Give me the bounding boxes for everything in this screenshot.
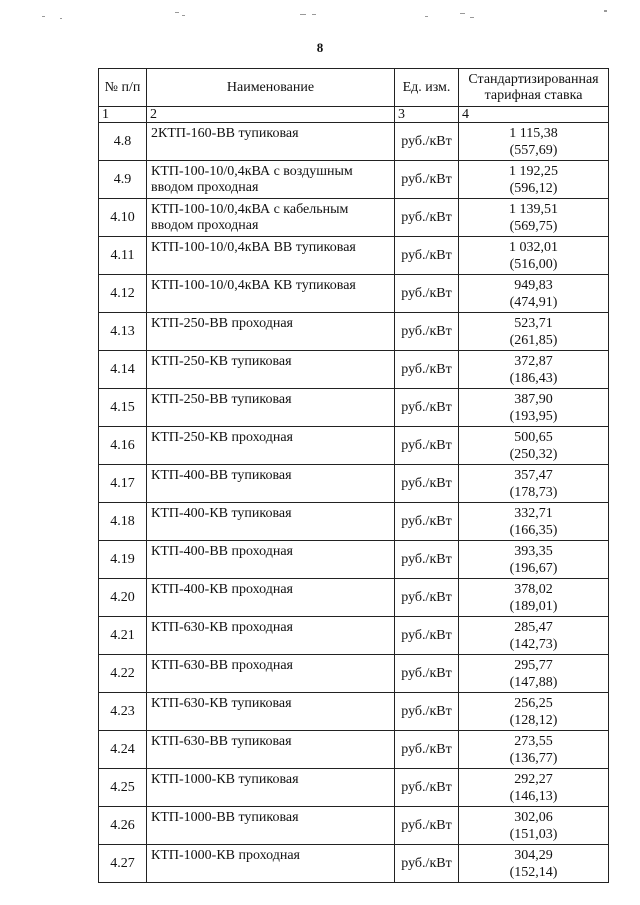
row-unit: руб./кВт [395,731,459,769]
row-rate-paren: (516,00) [509,256,558,272]
row-unit: руб./кВт [395,389,459,427]
row-rate-cell [459,655,609,693]
row-name: КТП-100-10/0,4кВА ВВ тупиковая [147,237,395,275]
table-row [99,655,609,693]
row-number: 4.18 [99,503,147,541]
table-body [99,123,609,883]
table-row [99,427,609,465]
table-row [99,503,609,541]
row-rate-paren: (128,12) [509,712,558,728]
row-rate-cell [459,351,609,389]
row-rate: 292,27 [514,771,553,787]
row-rate-cell [459,313,609,351]
row-rate-cell [459,617,609,655]
table-row [99,693,609,731]
row-rate: 304,29 [514,847,553,863]
row-name: КТП-1000-КВ проходная [147,845,395,883]
header-name: Наименование [147,69,395,107]
page-number: 8 [316,40,324,55]
table-row [99,541,609,579]
row-unit: руб./кВт [395,503,459,541]
row-rate: 285,47 [514,619,553,635]
column-number: 2 [147,107,395,123]
row-rate-paren: (193,95) [509,408,558,424]
column-number-row [99,107,609,123]
row-number: 4.12 [99,275,147,313]
row-number: 4.20 [99,579,147,617]
row-rate-paren: (474,91) [509,294,558,310]
row-name: КТП-250-КВ проходная [147,427,395,465]
row-unit: руб./кВт [395,617,459,655]
row-rate-cell [459,389,609,427]
row-number: 4.10 [99,199,147,237]
header-unit: Ед. изм. [395,69,459,107]
scan-artifacts [0,6,640,26]
header-rate: Стандартизированная тарифная ставка [459,69,609,107]
row-rate-cell [459,275,609,313]
row-name: КТП-400-КВ тупиковая [147,503,395,541]
row-name: КТП-630-ВВ тупиковая [147,731,395,769]
row-name: КТП-1000-КВ тупиковая [147,769,395,807]
row-unit: руб./кВт [395,541,459,579]
row-number: 4.23 [99,693,147,731]
column-number: 4 [459,107,609,123]
row-number: 4.25 [99,769,147,807]
row-rate-cell [459,427,609,465]
row-rate-paren: (186,43) [509,370,558,386]
tariff-table [98,68,609,883]
row-rate-cell [459,541,609,579]
row-number: 4.26 [99,807,147,845]
row-rate-cell [459,465,609,503]
row-number: 4.21 [99,617,147,655]
row-name: КТП-630-КВ проходная [147,617,395,655]
table-header-row [99,69,609,107]
table-row [99,313,609,351]
row-name: КТП-400-ВВ проходная [147,541,395,579]
table-row [99,275,609,313]
row-unit: руб./кВт [395,199,459,237]
row-rate: 1 115,38 [509,125,558,141]
row-unit: руб./кВт [395,769,459,807]
table-row [99,389,609,427]
row-number: 4.17 [99,465,147,503]
row-rate: 1 032,01 [509,239,558,255]
row-rate-cell [459,199,609,237]
row-number: 4.16 [99,427,147,465]
row-number: 4.13 [99,313,147,351]
row-rate: 1 192,25 [509,163,558,179]
row-rate: 387,90 [514,391,553,407]
row-name: КТП-100-10/0,4кВА с кабельным вводом проходная [147,199,395,237]
row-number: 4.11 [99,237,147,275]
row-number: 4.9 [99,161,147,199]
row-number: 4.15 [99,389,147,427]
table-row [99,845,609,883]
row-unit: руб./кВт [395,351,459,389]
row-rate-cell [459,731,609,769]
column-number: 3 [395,107,459,123]
row-rate-cell [459,769,609,807]
table-row [99,807,609,845]
row-rate-cell [459,161,609,199]
row-name: КТП-100-10/0,4кВА КВ тупиковая [147,275,395,313]
row-rate-paren: (189,01) [509,598,558,614]
row-rate-paren: (569,75) [509,218,558,234]
row-rate-paren: (557,69) [509,142,558,158]
row-rate: 500,65 [514,429,553,445]
row-rate-paren: (261,85) [509,332,558,348]
row-rate-paren: (596,12) [509,180,558,196]
row-rate-cell [459,123,609,161]
row-number: 4.19 [99,541,147,579]
row-name: КТП-250-ВВ проходная [147,313,395,351]
table-row [99,617,609,655]
row-rate: 393,35 [514,543,553,559]
row-unit: руб./кВт [395,693,459,731]
row-name: КТП-250-ВВ тупиковая [147,389,395,427]
row-unit: руб./кВт [395,161,459,199]
row-unit: руб./кВт [395,237,459,275]
row-rate-paren: (151,03) [509,826,558,842]
row-unit: руб./кВт [395,427,459,465]
row-rate-cell [459,503,609,541]
row-number: 4.14 [99,351,147,389]
table-row [99,199,609,237]
row-rate-paren: (152,14) [509,864,558,880]
row-number: 4.27 [99,845,147,883]
row-rate: 295,77 [514,657,553,673]
table-row [99,465,609,503]
row-unit: руб./кВт [395,579,459,617]
row-rate-cell [459,237,609,275]
table-row [99,351,609,389]
row-name: КТП-100-10/0,4кВА с воздушным вводом проходная [147,161,395,199]
row-rate-paren: (146,13) [509,788,558,804]
row-name: КТП-400-ВВ тупиковая [147,465,395,503]
row-rate: 372,87 [514,353,553,369]
table-row [99,123,609,161]
row-name: КТП-400-КВ проходная [147,579,395,617]
row-rate-paren: (136,77) [509,750,558,766]
row-rate: 949,83 [514,277,553,293]
row-rate-paren: (147,88) [509,674,558,690]
row-number: 4.8 [99,123,147,161]
column-number: 1 [99,107,147,123]
row-rate-paren: (178,73) [509,484,558,500]
row-unit: руб./кВт [395,275,459,313]
row-name: КТП-250-КВ тупиковая [147,351,395,389]
row-name: КТП-630-ВВ проходная [147,655,395,693]
row-unit: руб./кВт [395,655,459,693]
row-rate: 523,71 [514,315,553,331]
row-unit: руб./кВт [395,313,459,351]
table-row [99,769,609,807]
row-unit: руб./кВт [395,465,459,503]
row-rate: 256,25 [514,695,553,711]
row-rate-cell [459,807,609,845]
table-row [99,237,609,275]
row-name: 2КТП-160-ВВ тупиковая [147,123,395,161]
row-rate-cell [459,579,609,617]
row-rate: 302,06 [514,809,553,825]
header-no: № п/п [99,69,147,107]
row-rate: 1 139,51 [509,201,558,217]
row-rate-cell [459,693,609,731]
row-number: 4.22 [99,655,147,693]
row-rate: 357,47 [514,467,553,483]
row-name: КТП-630-КВ тупиковая [147,693,395,731]
row-unit: руб./кВт [395,807,459,845]
row-rate: 378,02 [514,581,553,597]
row-rate-paren: (196,67) [509,560,558,576]
row-number: 4.24 [99,731,147,769]
row-unit: руб./кВт [395,845,459,883]
row-rate-cell [459,845,609,883]
row-name: КТП-1000-ВВ тупиковая [147,807,395,845]
row-rate-paren: (250,32) [509,446,558,462]
table-row [99,579,609,617]
row-rate-paren: (142,73) [509,636,558,652]
table-row [99,731,609,769]
row-rate-paren: (166,35) [509,522,558,538]
row-rate: 273,55 [514,733,553,749]
row-rate: 332,71 [514,505,553,521]
table-row [99,161,609,199]
row-unit: руб./кВт [395,123,459,161]
